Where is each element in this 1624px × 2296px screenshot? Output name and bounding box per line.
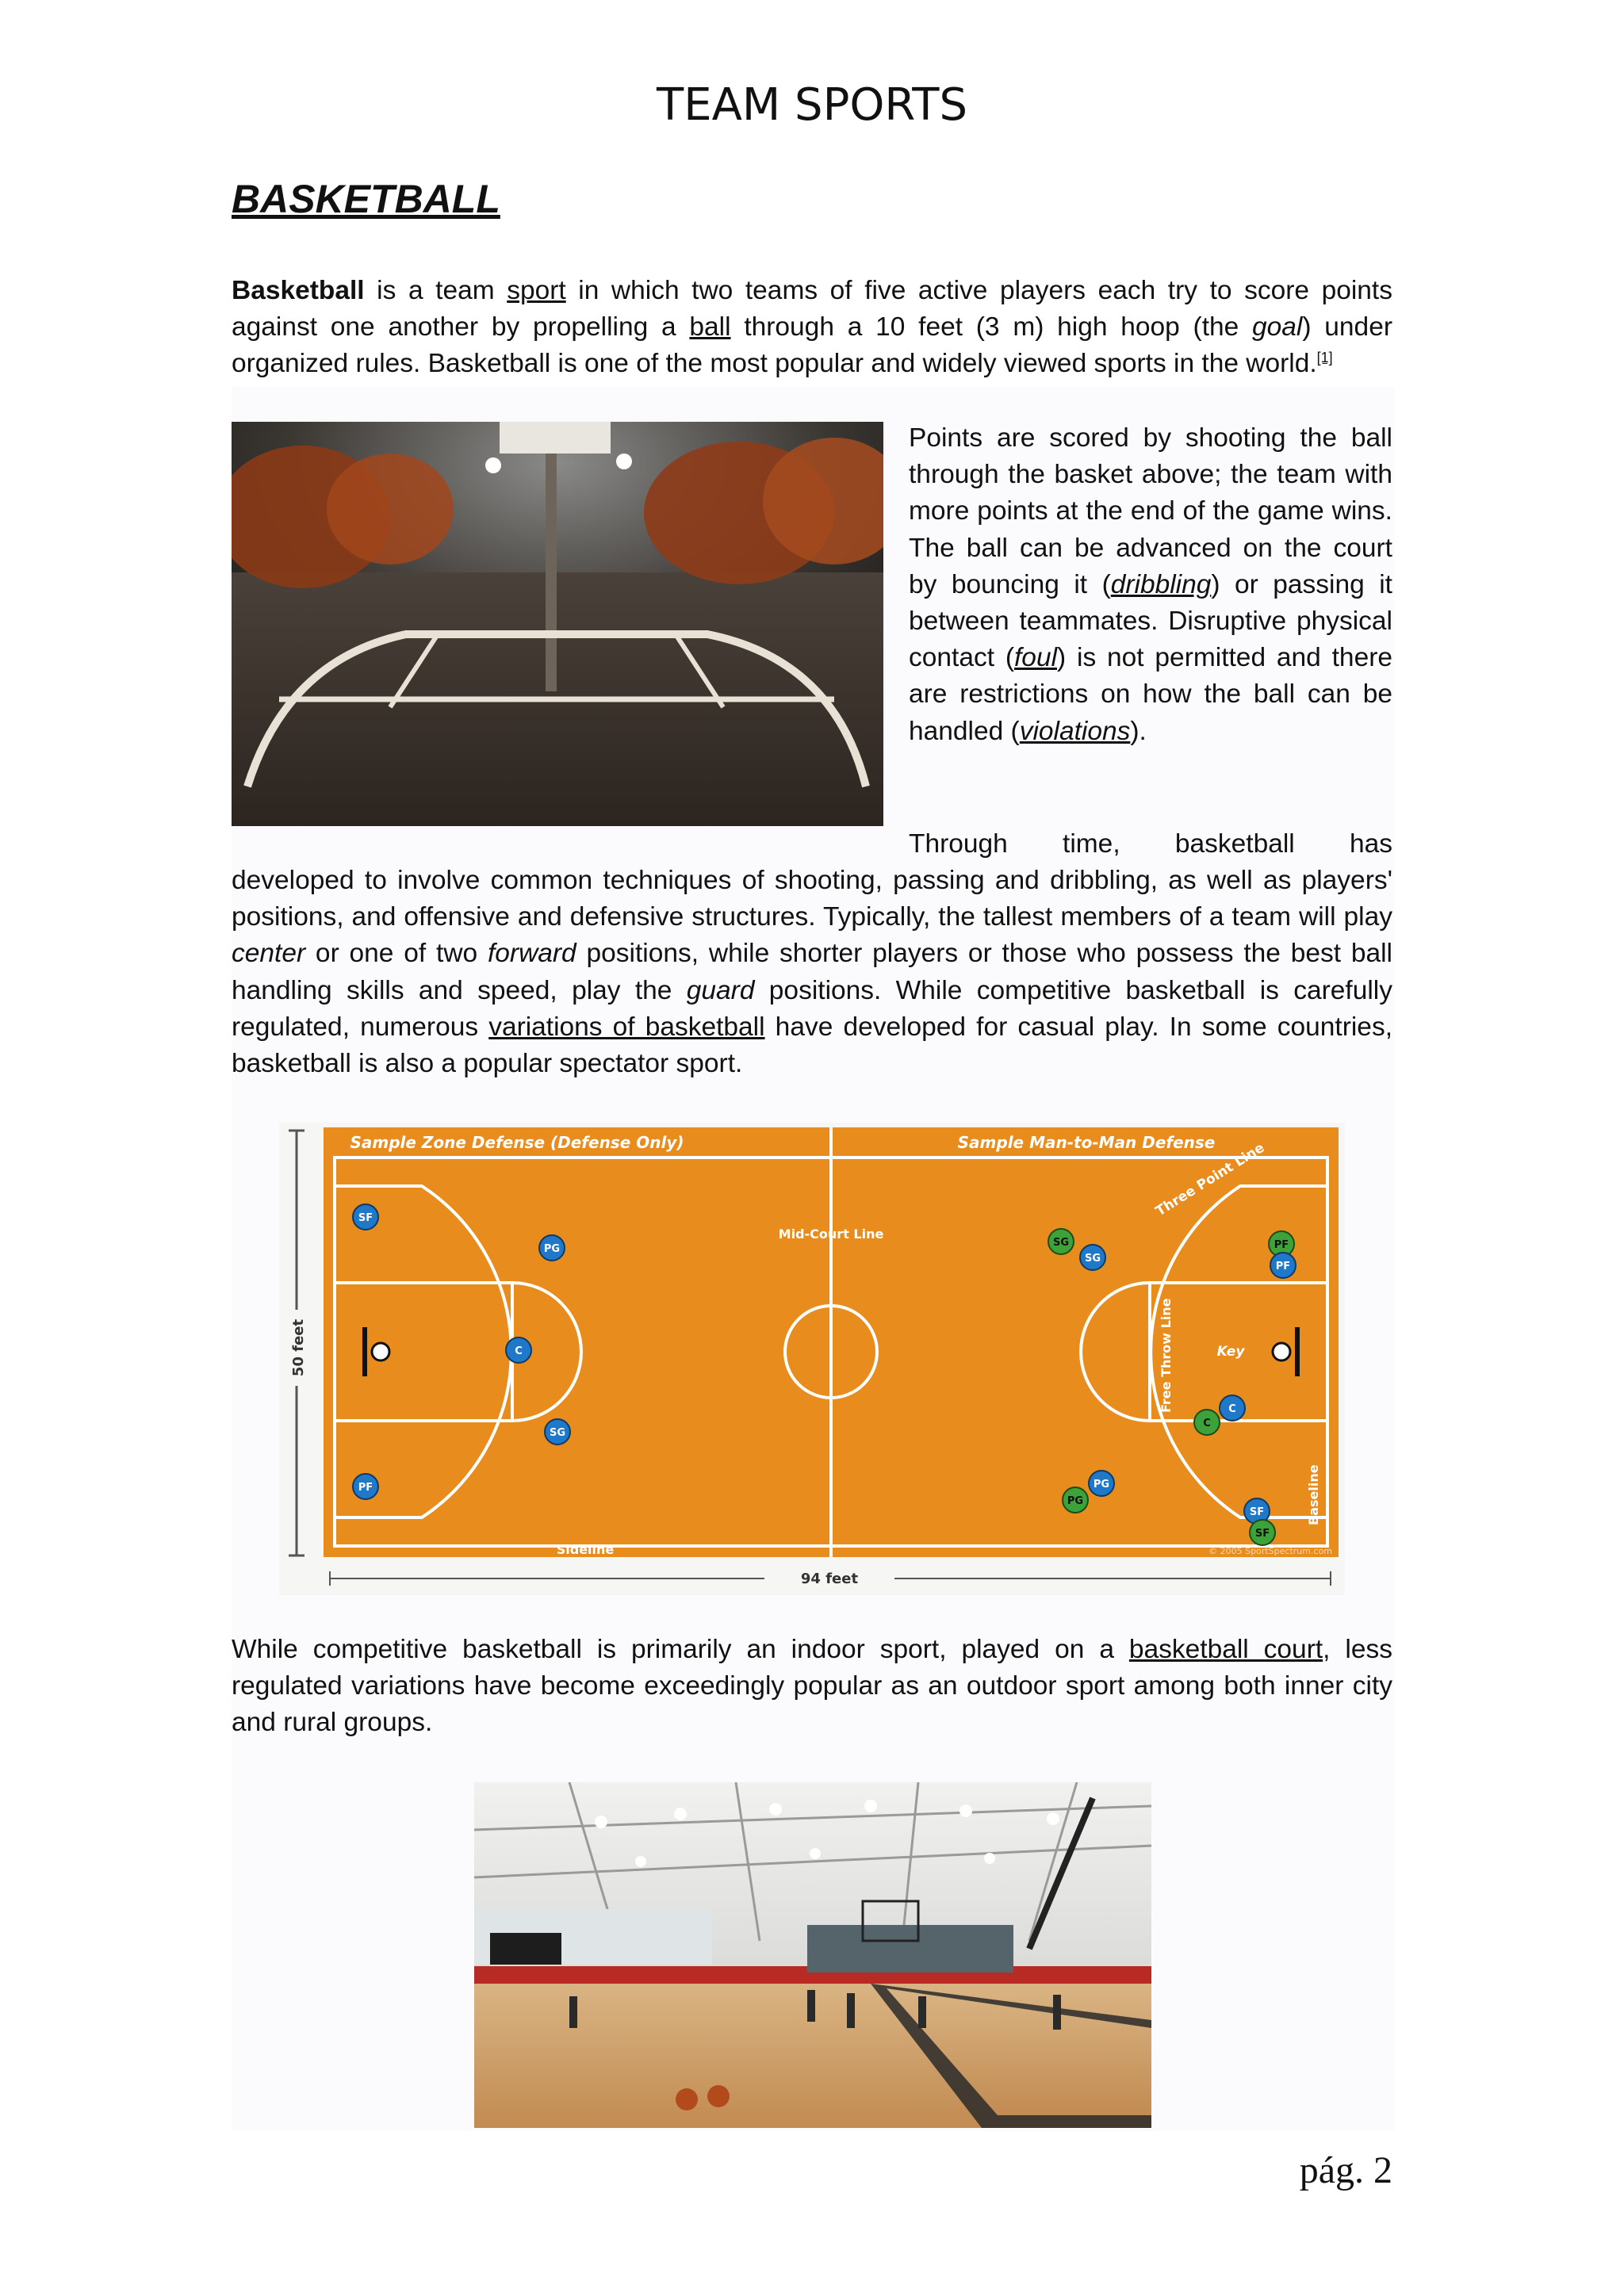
svg-text:SF: SF [1249, 1506, 1265, 1518]
intro-paragraph: Basketball is a team sport in which two teams of five active players each try to score points against one another by propelling a ball through a 10 feet (3 m) high hoop (the goal) under organized rules. Basketball is one of the most popular and widely viewed sports in the world.[1] [232, 276, 1392, 379]
zone-sg-marker [545, 1419, 570, 1445]
link-foul[interactable]: foul [1014, 643, 1058, 673]
link-variations-of-basketball[interactable]: variations of basketball [488, 1012, 765, 1042]
defense-pg-marker [1089, 1471, 1114, 1496]
link-ball[interactable]: ball [689, 312, 731, 342]
key-label: Key [1216, 1344, 1245, 1360]
court-diagram [279, 1123, 1345, 1595]
defense-pf-marker [1270, 1253, 1296, 1278]
svg-text:PF: PF [1274, 1239, 1289, 1251]
outdoor-court-photo [232, 422, 883, 826]
link-dribbling[interactable]: dribbling [1110, 569, 1212, 599]
indoor-outdoor-paragraph: While competitive basketball is primarily an indoor sport, played on a basketball court, less regulated variations have become exceedingly popular as an outdoor sport among both inner city and rural groups. [232, 1635, 1392, 1738]
svg-text:PG: PG [543, 1243, 561, 1255]
offense-sg-marker [1048, 1229, 1074, 1254]
man-defense-title: Sample Man-to-Man Defense [957, 1133, 1216, 1152]
court-width-label: 94 feet [800, 1571, 859, 1587]
positions-paragraph: developed to involve common techniques of shooting, passing and dribbling, as well as players' positions, and offensive and defensive structures. Typically, the tallest members of a team will play center or one of two forward positions, while shorter players or those who possess the best ball handling skills and speed, play the guard positions. While competitive basketball is carefully regulated, numerous variations of basketball have developed for casual play. In some countries, basketball is also a popular spectator sport. [232, 866, 1392, 1079]
svg-text:C: C [1203, 1418, 1211, 1429]
svg-text:SG: SG [1052, 1237, 1070, 1249]
svg-text:SF: SF [358, 1212, 373, 1224]
zone-defense-title: Sample Zone Defense (Defense Only) [350, 1133, 684, 1152]
svg-text:SG: SG [1084, 1253, 1101, 1265]
three-point-label: Three Point Line [1153, 1139, 1268, 1220]
zone-pf-marker [353, 1474, 378, 1499]
svg-text:SG: SG [549, 1427, 566, 1439]
offense-sf-marker [1250, 1520, 1275, 1545]
zone-c-marker [506, 1337, 531, 1363]
page-title: TEAM SPORTS [657, 79, 967, 131]
svg-text:SF: SF [1254, 1528, 1270, 1540]
midcourt-label: Mid-Court Line [778, 1226, 884, 1242]
defense-sg-marker [1080, 1245, 1105, 1270]
copyright-label: © 2005 SportSpectrum.com [1208, 1546, 1332, 1556]
zone-sf-marker [353, 1204, 378, 1230]
defense-c-marker [1220, 1395, 1245, 1421]
sideline-label: Sideline [556, 1542, 615, 1557]
section-title: BASKETBALL [232, 177, 500, 221]
baseline-label: Baseline [1306, 1464, 1321, 1525]
svg-text:PF: PF [1275, 1261, 1291, 1272]
svg-text:PG: PG [1067, 1495, 1084, 1507]
indoor-gym-photo [474, 1782, 1151, 2128]
svg-text:C: C [1228, 1403, 1236, 1415]
positions-paragraph-first-line: Through time, basketball has [909, 829, 1392, 859]
link-basketball-court[interactable]: basketball court [1128, 1635, 1323, 1664]
link-sport[interactable]: sport [507, 276, 566, 305]
offense-c-marker [1194, 1410, 1220, 1435]
reference-link[interactable]: [1] [1316, 350, 1333, 366]
svg-text:PF: PF [358, 1482, 373, 1494]
zone-pg-marker [539, 1235, 565, 1261]
svg-text:PG: PG [1093, 1479, 1110, 1490]
page-number: pág. 2 [1299, 2149, 1392, 2191]
court-height-label: 50 feet [290, 1318, 307, 1377]
offense-pg-marker [1063, 1487, 1088, 1513]
scoring-paragraph: Points are scored by shooting the ball through the basket above; the team with more points at the end of the game wins. The ball can be advanced on the court by bouncing it (dribbling) or passing it between teammates. Disruptive physical contact (foul) is not permitted and there are restrictions on how the ball can be handled (violations). [909, 423, 1392, 746]
free-throw-label: Free Throw Line [1159, 1298, 1174, 1413]
svg-text:C: C [515, 1345, 523, 1357]
term-basketball: Basketball [232, 276, 365, 305]
link-violations[interactable]: violations [1019, 716, 1131, 746]
